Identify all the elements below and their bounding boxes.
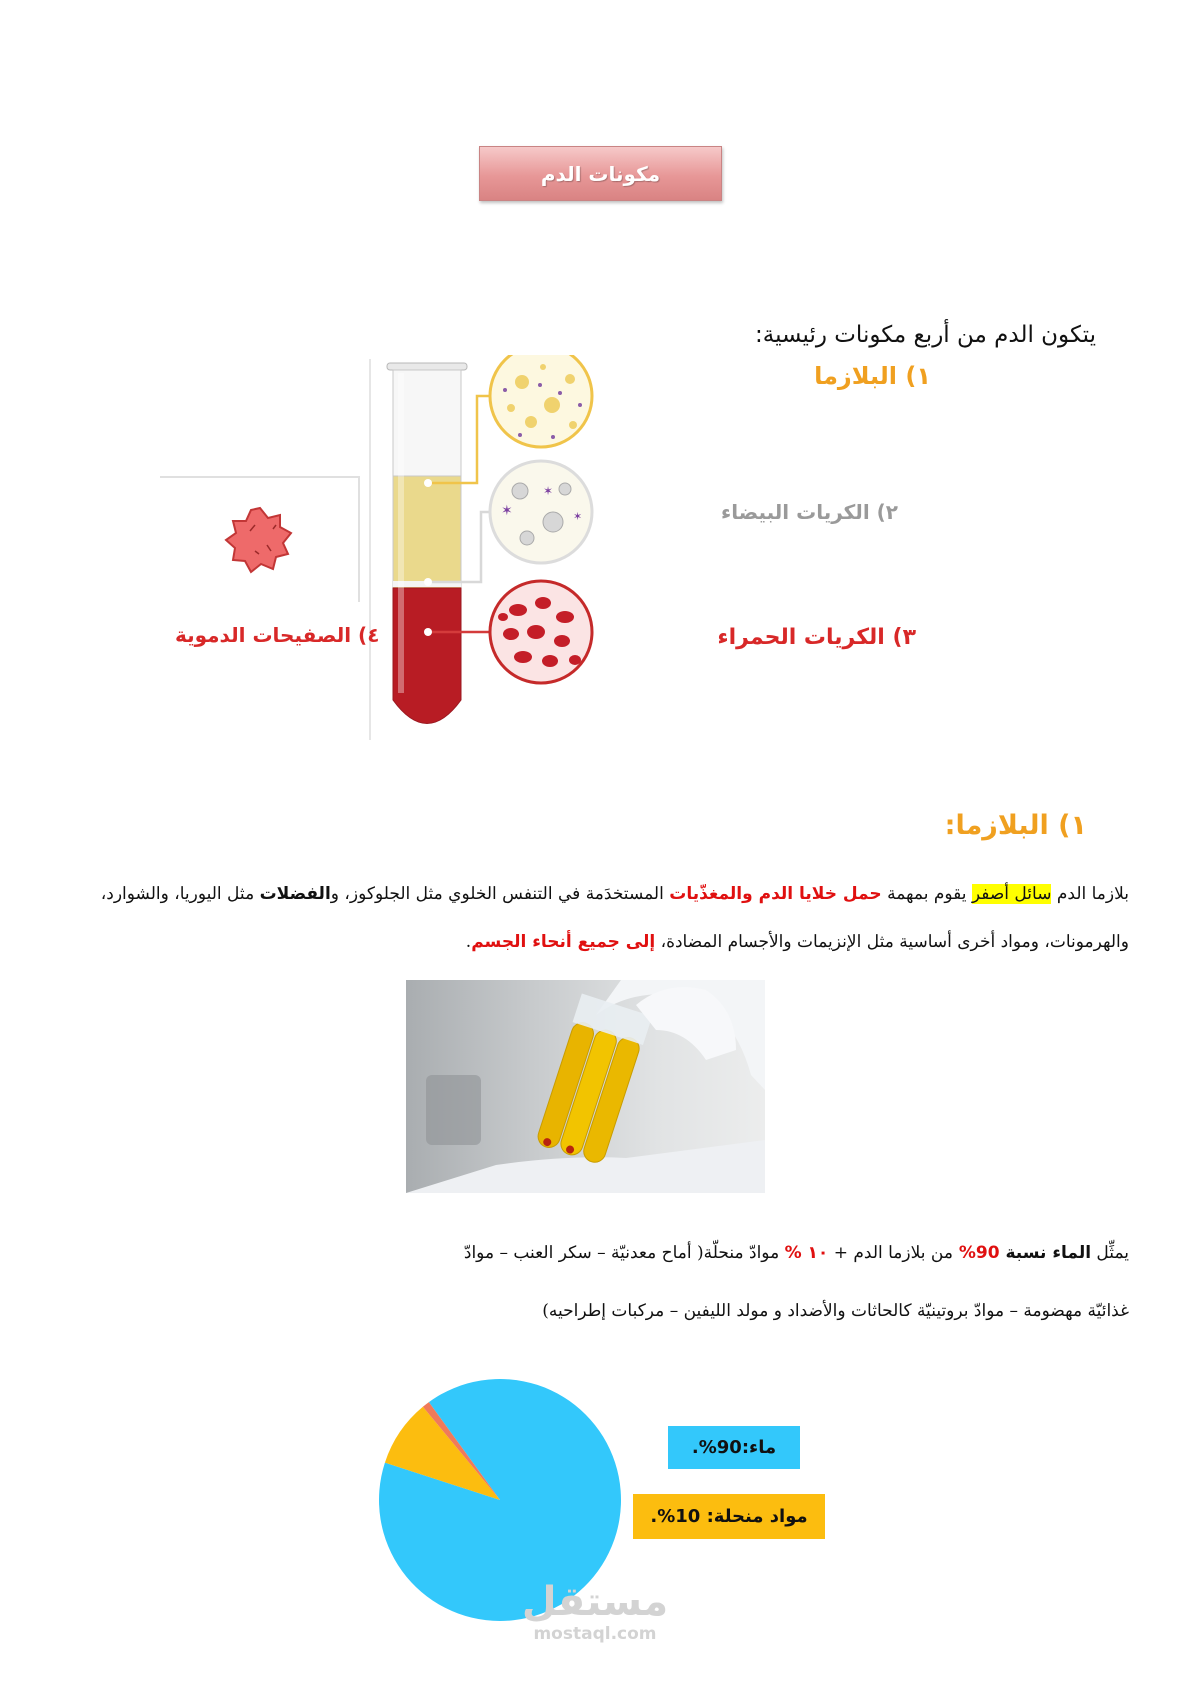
test-tube (387, 363, 467, 724)
text-run: يقوم بمهمة (881, 884, 972, 904)
emphasis-text: حمل خلايا الدم والمغذّيات (669, 884, 882, 904)
watermark-latin: mostaql.com (533, 1624, 657, 1644)
plasma-tubes-photo (406, 980, 765, 1193)
emphasis-text: إلى جميع أنحاء الجسم (471, 932, 656, 952)
text-run: موادّ منحلّة( أماح معدنيّة – سكر العنب – موادّ (463, 1243, 785, 1263)
bold-text: الماء نسبة (1005, 1243, 1092, 1263)
label-platelets: ٤) الصفيحات الدموية (175, 623, 380, 647)
legend-solutes-label: مواد منحلة: 10%. (650, 1506, 808, 1527)
text-run: يمثِّل (1091, 1243, 1129, 1263)
legend-water-label: ماء:90%. (691, 1437, 777, 1458)
section-heading-plasma: ١) البلازما: (944, 810, 1087, 841)
svg-text:✶: ✶ (543, 484, 554, 498)
label-red-cells: ٣) الكريات الحمراء (717, 625, 916, 650)
highlighted-text: سائل أصفر (971, 884, 1052, 904)
plasma-circle-icon (490, 355, 592, 447)
emphasis-text: 90% (952, 1243, 1006, 1263)
text-run: من بلازما الدم + (828, 1243, 953, 1263)
white-cells-circle-icon (490, 461, 592, 563)
text-run: مثل اليوريا، والشوارد، والهرمونات، ومواد أخرى أساسية مثل الإنزيمات والأجسام المضادة، (100, 884, 1129, 952)
page-title: مكونات الدم (540, 161, 661, 186)
platelet-icon (226, 508, 291, 572)
emphasis-text: ١٠ % (784, 1243, 829, 1263)
plasma-description (59, 870, 1129, 966)
legend-solutes (633, 1494, 825, 1539)
blood-tube-diagram (155, 355, 870, 740)
text-run: المستخدَمة في التنفس الخلوي مثل الجلوكوز، و (330, 884, 670, 904)
label-plasma: ١) البلازما (814, 362, 931, 390)
svg-text:✶: ✶ (501, 503, 513, 519)
plasma-composition-text (59, 1224, 1129, 1340)
text-run: بلازما الدم (1051, 884, 1129, 904)
bold-text: الفضلات (259, 884, 331, 904)
mostaql-watermark (515, 1580, 675, 1644)
red-cells-circle-icon (490, 581, 592, 683)
page-title-box (479, 146, 722, 201)
svg-text:✶: ✶ (573, 510, 583, 523)
composition-line-1 (59, 1224, 1129, 1282)
watermark-arabic: مستقل (521, 1579, 669, 1625)
composition-line-2: غذائيّة مهضومة – موادّ بروتينيّة كالحاثات والأضداد و مولد الليفين – مركبات إطراحيه) (542, 1301, 1129, 1321)
text-run: . (465, 932, 472, 952)
legend-water (668, 1426, 800, 1469)
blood-components-figure (155, 355, 931, 740)
label-white-cells: ٢) الكريات البيضاء (721, 500, 898, 524)
platelet-panel (160, 477, 360, 602)
intro-text: يتكون الدم من أربع مكونات رئيسية: (754, 322, 1096, 348)
